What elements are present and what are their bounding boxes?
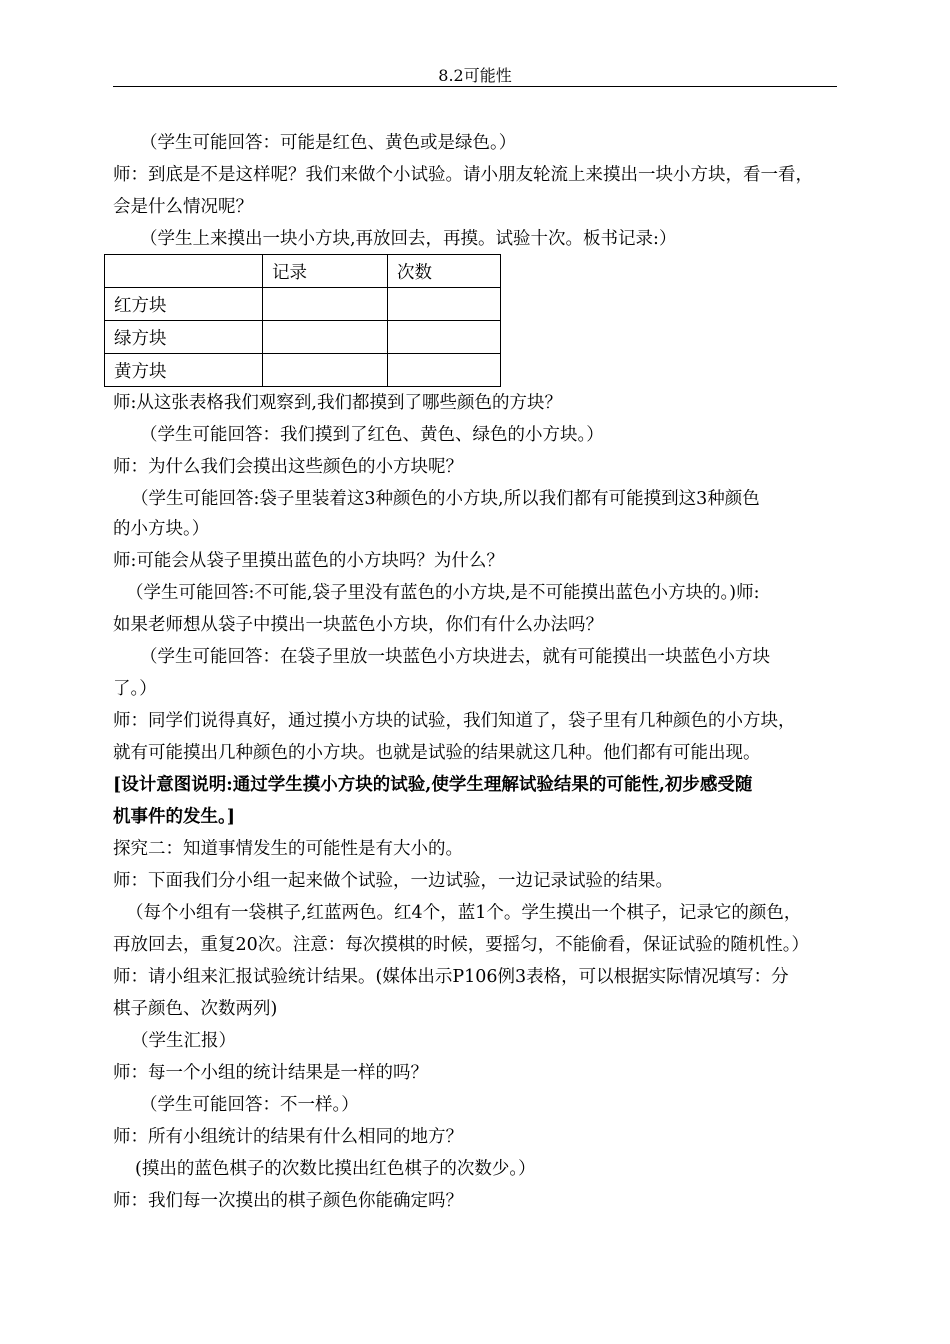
text-line: 探究二：知道事情发生的可能性是有大小的。 xyxy=(113,839,463,859)
text-line: （学生可能回答:袋子里装着这3种颜色的小方块,所以我们都有可能摸到这3种颜色 xyxy=(131,489,760,509)
table-cell xyxy=(263,354,388,387)
table-row xyxy=(105,354,501,387)
text-line: 师：同学们说得真好，通过摸小方块的试验，我们知道了，袋子里有几种颜色的小方块， xyxy=(113,711,796,731)
table-cell: 绿方块 xyxy=(105,321,263,354)
text-line: （学生可能回答：可能是红色、黄色或是绿色。） xyxy=(140,133,517,153)
design-intent-note: 机事件的发生。] xyxy=(113,807,236,827)
table-cell: 红方块 xyxy=(105,288,263,321)
table-header-cell: 记录 xyxy=(263,255,388,288)
table-row xyxy=(105,288,501,321)
text-line: (摸出的蓝色棋子的次数比摸出红色棋子的次数少。） xyxy=(135,1159,536,1179)
table-cell xyxy=(263,321,388,354)
text-line: 就有可能摸出几种颜色的小方块。也就是试验的结果就这几种。他们都有可能出现。 xyxy=(113,743,761,763)
text-line: 师：请小组来汇报试验统计结果。(媒体出示P106例3表格，可以根据实际情况填写：分 xyxy=(113,967,789,987)
text-line: 再放回去，重复20次。注意：每次摸棋的时候，要摇匀，不能偷看，保证试验的随机性。） xyxy=(113,935,810,955)
table-cell xyxy=(263,288,388,321)
table-cell xyxy=(388,288,501,321)
text-line: 师：每一个小组的统计结果是一样的吗？ xyxy=(113,1063,428,1083)
record-table xyxy=(104,254,501,387)
text-line: 师：所有小组统计的结果有什么相同的地方？ xyxy=(113,1127,463,1147)
text-line: （学生可能回答：我们摸到了红色、黄色、绿色的小方块。） xyxy=(140,425,604,445)
text-line: 如果老师想从袋子中摸出一块蓝色小方块，你们有什么办法吗？ xyxy=(113,615,603,635)
text-line: （学生可能回答：在袋子里放一块蓝色小方块进去，就有可能摸出一块蓝色小方块 xyxy=(140,647,770,667)
text-line: 会是什么情况呢？ xyxy=(113,197,253,217)
table-header-row xyxy=(105,255,501,288)
text-line: 师:从这张表格我们观察到,我们都摸到了哪些颜色的方块？ xyxy=(113,393,562,413)
text-line: 棋子颜色、次数两列) xyxy=(113,999,278,1019)
table-cell: 黄方块 xyxy=(105,354,263,387)
table-row xyxy=(105,321,501,354)
text-line: （学生可能回答:不可能,袋子里没有蓝色的小方块,是不可能摸出蓝色小方块的。)师: xyxy=(126,583,760,603)
text-line: 了。） xyxy=(113,679,157,699)
table-header-cell: 次数 xyxy=(388,255,501,288)
text-line: 师：到底是不是这样呢？我们来做个小试验。请小朋友轮流上来摸出一块小方块，看一看， xyxy=(113,165,813,185)
text-line: （学生可能回答：不一样。） xyxy=(140,1095,359,1115)
table-cell xyxy=(388,321,501,354)
table-header-cell xyxy=(105,255,263,288)
table-cell xyxy=(388,354,501,387)
text-line: 师:可能会从袋子里摸出蓝色的小方块吗？为什么？ xyxy=(113,551,504,571)
design-intent-note: [设计意图说明:通过学生摸小方块的试验,使学生理解试验结果的可能性,初步感受随 xyxy=(113,775,753,795)
text-line: （每个小组有一袋棋子,红蓝两色。红4个，蓝1个。学生摸出一个棋子，记录它的颜色， xyxy=(126,903,802,923)
header-rule xyxy=(113,86,837,87)
text-line: （学生上来摸出一块小方块,再放回去，再摸。试验十次。板书记录:） xyxy=(140,229,677,249)
text-line: 的小方块。） xyxy=(113,519,210,539)
text-line: （学生汇报） xyxy=(131,1031,236,1051)
page-header-title: 8.2可能性 xyxy=(438,66,512,85)
text-line: 师：下面我们分小组一起来做个试验，一边试验，一边记录试验的结果。 xyxy=(113,871,673,891)
text-line: 师：我们每一次摸出的棋子颜色你能确定吗？ xyxy=(113,1191,463,1211)
text-line: 师：为什么我们会摸出这些颜色的小方块呢？ xyxy=(113,457,463,477)
